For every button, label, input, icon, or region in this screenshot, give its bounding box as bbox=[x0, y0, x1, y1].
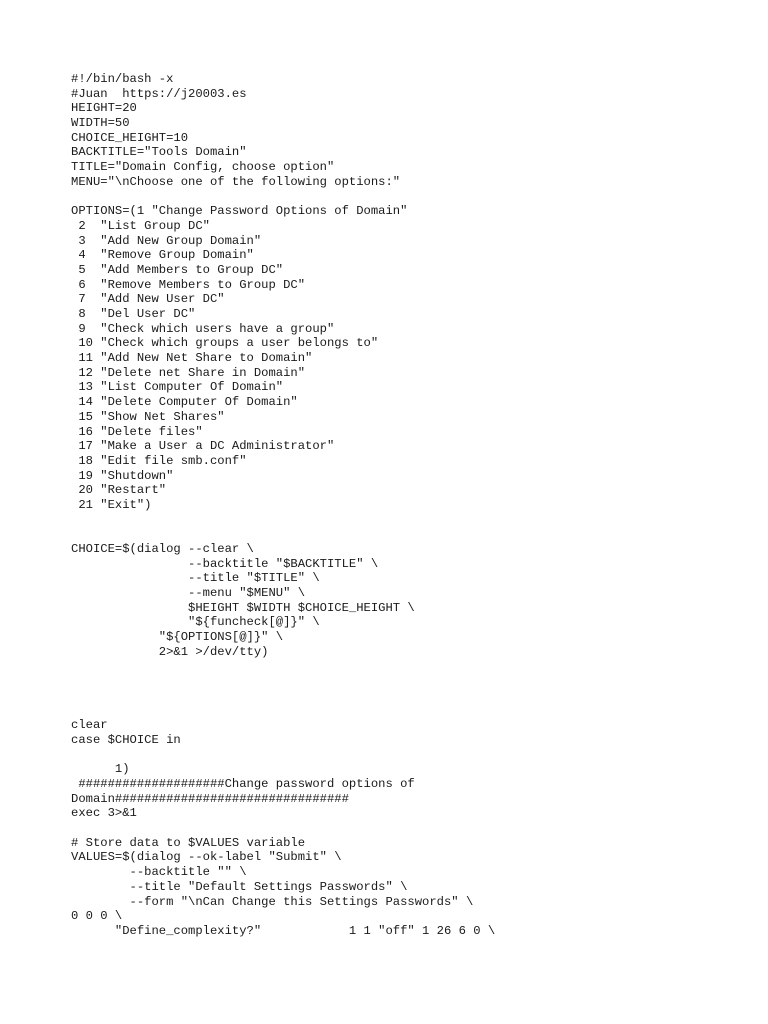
code-line: 8 "Del User DC" bbox=[71, 307, 196, 321]
code-line: --title "$TITLE" \ bbox=[71, 571, 320, 586]
code-line: 7 "Add New User DC" bbox=[71, 292, 225, 307]
code-line bbox=[71, 821, 751, 836]
code-line: 9 "Check which users have a group" bbox=[71, 321, 335, 336]
code-line bbox=[71, 689, 751, 704]
code-line: 17 "Make a User a DC Administrator" bbox=[71, 439, 335, 454]
code-line: clear bbox=[71, 718, 108, 733]
code-line: WIDTH=50 bbox=[71, 116, 130, 131]
code-line bbox=[71, 748, 751, 763]
code-line: case $CHOICE in bbox=[71, 732, 181, 747]
code-line: 5 "Add Members to Group DC" bbox=[71, 262, 284, 277]
code-line: ####################Change password options of bbox=[71, 777, 415, 791]
code-line: exec 3>&1 bbox=[71, 806, 137, 821]
code-line: Domain################################ bbox=[71, 791, 349, 806]
code-line: 18 "Edit file smb.conf" bbox=[71, 453, 247, 468]
code-line: 0 0 0 \ bbox=[71, 909, 123, 924]
code-line: 4 "Remove Group Domain" bbox=[71, 248, 254, 263]
code-line: 3 "Add New Group Domain" bbox=[71, 233, 262, 248]
code-line: --menu "$MENU" \ bbox=[71, 586, 306, 601]
code-line bbox=[71, 704, 751, 719]
code-line: 19 "Shutdown" bbox=[71, 468, 174, 483]
code-line: VALUES=$(dialog --ok-label "Submit" \ bbox=[71, 850, 342, 865]
code-line: #Juan https://j20003.es bbox=[71, 86, 247, 101]
code-line: 15 "Show Net Shares" bbox=[71, 409, 225, 424]
code-line: #!/bin/bash -x bbox=[71, 72, 174, 86]
code-line: 10 "Check which groups a user belongs to" bbox=[71, 336, 379, 351]
code-line bbox=[71, 660, 751, 675]
code-line: OPTIONS=(1 "Change Password Options of Domain" bbox=[71, 204, 408, 219]
code-line: "${funcheck[@]}" \ bbox=[71, 615, 320, 630]
code-line: --backtitle "" \ bbox=[71, 865, 247, 880]
code-line: --backtitle "$BACKTITLE" \ bbox=[71, 556, 379, 571]
code-line: --title "Default Settings Passwords" \ bbox=[71, 879, 408, 894]
code-line: 13 "List Computer Of Domain" bbox=[71, 380, 284, 395]
code-line: TITLE="Domain Config, choose option" bbox=[71, 160, 335, 175]
code-line bbox=[71, 527, 751, 542]
code-line: 11 "Add New Net Share to Domain" bbox=[71, 351, 313, 366]
code-line: CHOICE=$(dialog --clear \ bbox=[71, 542, 254, 556]
code-line: MENU="\nChoose one of the following options:" bbox=[71, 174, 401, 189]
code-line: BACKTITLE="Tools Domain" bbox=[71, 145, 247, 160]
code-line bbox=[71, 513, 751, 528]
code-line: --form "\nCan Change this Settings Passwords" \ bbox=[71, 894, 474, 909]
code-line: 16 "Delete files" bbox=[71, 424, 203, 439]
code-line bbox=[71, 674, 751, 689]
code-line: 20 "Restart" bbox=[71, 483, 167, 498]
code-line: 2 "List Group DC" bbox=[71, 218, 210, 233]
code-line: 14 "Delete Computer Of Domain" bbox=[71, 395, 298, 410]
code-line: CHOICE_HEIGHT=10 bbox=[71, 130, 189, 145]
code-line: $HEIGHT $WIDTH $CHOICE_HEIGHT \ bbox=[71, 600, 415, 615]
code-line bbox=[71, 190, 751, 205]
code-line: "Define_complexity?" 1 1 "off" 1 26 6 0 \ bbox=[71, 923, 496, 938]
code-line: 21 "Exit") bbox=[71, 497, 152, 512]
code-listing bbox=[71, 72, 751, 939]
code-line: 6 "Remove Members to Group DC" bbox=[71, 277, 306, 292]
code-line: # Store data to $VALUES variable bbox=[71, 835, 306, 850]
code-line: HEIGHT=20 bbox=[71, 101, 137, 116]
code-line: "${OPTIONS[@]}" \ bbox=[71, 630, 284, 645]
code-line: 12 "Delete net Share in Domain" bbox=[71, 365, 306, 380]
code-line: 1) bbox=[71, 762, 130, 777]
code-line: 2>&1 >/dev/tty) bbox=[71, 644, 269, 659]
